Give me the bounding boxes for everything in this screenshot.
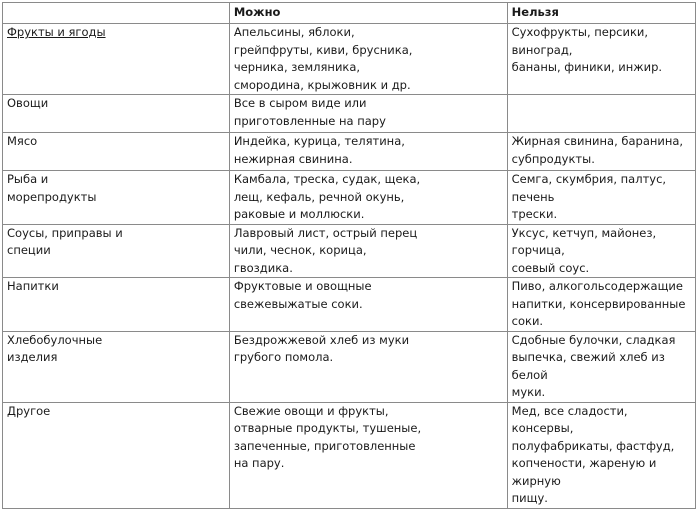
- header-row: [3, 3, 696, 24]
- forbidden-cell: Жирная свинина, баранина, субпродукты.: [507, 133, 695, 171]
- forbidden-cell: Семга, скумбрия, палтус, печень трески.: [507, 171, 695, 225]
- forbidden-cell: Мед, все сладости, консервы, полуфабрикаты, фастфуд, копчености, жареную и жирную пищу.: [507, 402, 695, 508]
- category-cell: Овощи: [3, 95, 230, 133]
- table-row: [3, 224, 696, 278]
- table-row: [3, 331, 696, 402]
- forbidden-cell: Сухофрукты, персики, виноград, бананы, финики, инжир.: [507, 24, 695, 95]
- allowed-cell: Свежие овощи и фрукты, отварные продукты, тушеные, запеченные, приготовленные на пару.: [229, 402, 507, 508]
- allowed-cell: Фруктовые и овощные свежевыжатые соки.: [229, 278, 507, 332]
- category-cell: Напитки: [3, 278, 230, 332]
- forbidden-cell: Уксус, кетчуп, майонез, горчица, соевый соус.: [507, 224, 695, 278]
- allowed-cell: Апельсины, яблоки, грейпфруты, киви, брусника, черника, земляника, смородина, крыжовник и др.: [229, 24, 507, 95]
- category-cell: [3, 24, 230, 95]
- forbidden-cell: Пиво, алкогольсодержащие напитки, консервированные соки.: [507, 278, 695, 332]
- category-cell: Соусы, приправы и специи: [3, 224, 230, 278]
- table-row: [3, 171, 696, 225]
- table-row: [3, 402, 696, 508]
- allowed-cell: Камбала, треска, судак, щека, лещ, кефаль, речной окунь, раковые и моллюски.: [229, 171, 507, 225]
- category-cell: Хлебобулочные изделия: [3, 331, 230, 402]
- table-row: [3, 278, 696, 332]
- category-link-fruits[interactable]: Фрукты и ягоды: [7, 25, 106, 39]
- category-cell: Другое: [3, 402, 230, 508]
- allowed-cell: Бездрожжевой хлеб из муки грубого помола.: [229, 331, 507, 402]
- forbidden-cell: [507, 95, 695, 133]
- category-cell: Мясо: [3, 133, 230, 171]
- header-category: [3, 3, 230, 24]
- header-forbidden: Нельзя: [507, 3, 695, 24]
- allowed-cell: Лавровый лист, острый перец чили, чеснок, корица, гвоздика.: [229, 224, 507, 278]
- allowed-cell: Индейка, курица, телятина, нежирная свинина.: [229, 133, 507, 171]
- allowed-cell: Все в сыром виде или приготовленные на пару: [229, 95, 507, 133]
- table-row: [3, 24, 696, 95]
- header-allowed: Можно: [229, 3, 507, 24]
- category-cell: Рыба и морепродукты: [3, 171, 230, 225]
- forbidden-cell: Сдобные булочки, сладкая выпечка, свежий хлеб из белой муки.: [507, 331, 695, 402]
- table-row: [3, 95, 696, 133]
- diet-table: [2, 2, 696, 509]
- table-row: [3, 133, 696, 171]
